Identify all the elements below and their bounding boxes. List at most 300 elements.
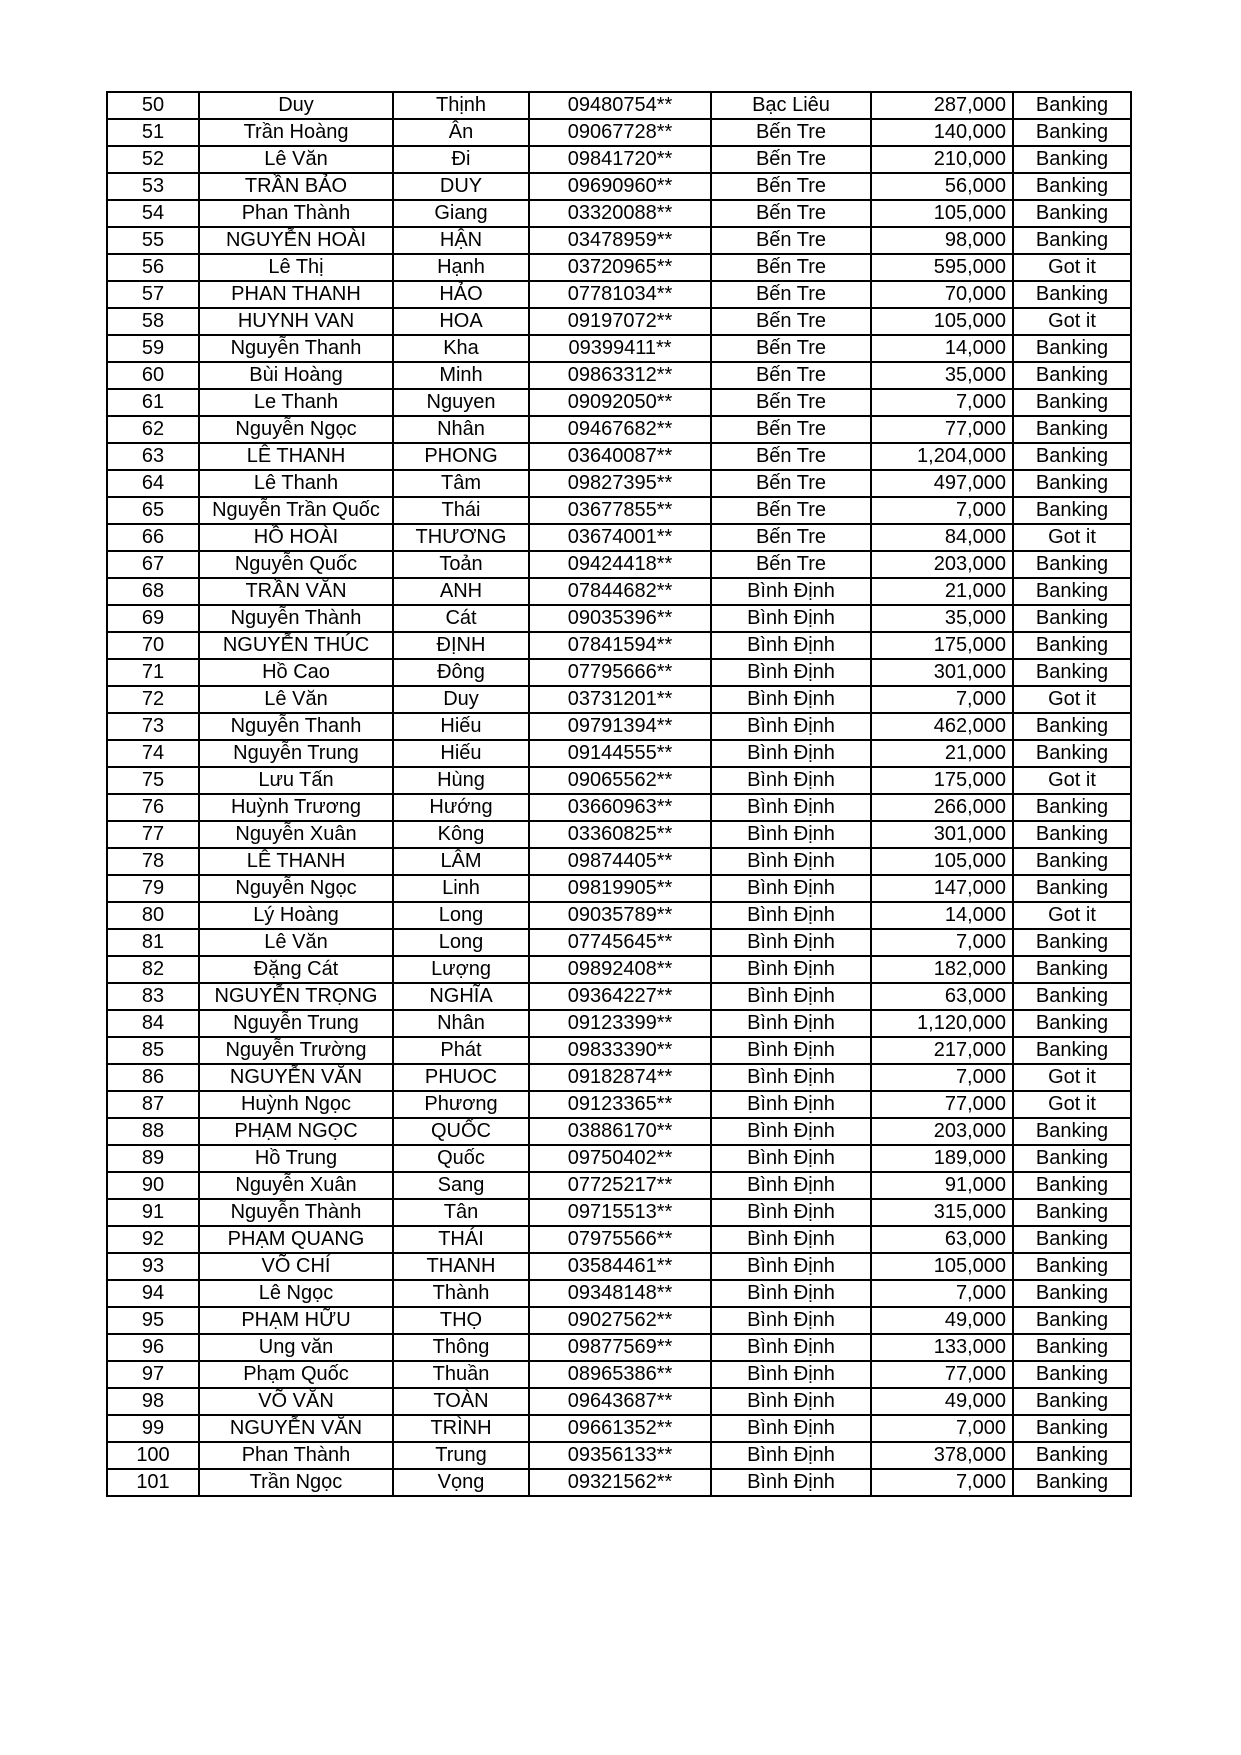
phone-cell: 09424418**: [529, 551, 711, 578]
row-number-cell: 55: [107, 227, 199, 254]
surname-cell: Lê Ngọc: [199, 1280, 393, 1307]
province-cell: Bình Định: [711, 848, 871, 875]
row-number-cell: 67: [107, 551, 199, 578]
amount-cell: 595,000: [871, 254, 1013, 281]
surname-cell: VÕ CHÍ: [199, 1253, 393, 1280]
phone-cell: 03584461**: [529, 1253, 711, 1280]
payment-method-cell: Banking: [1013, 659, 1131, 686]
payment-method-cell: Got it: [1013, 1064, 1131, 1091]
table-row: [107, 119, 1131, 146]
surname-cell: Phạm Quốc: [199, 1361, 393, 1388]
province-cell: Bình Định: [711, 659, 871, 686]
row-number-cell: 54: [107, 200, 199, 227]
surname-cell: Nguyễn Thanh: [199, 335, 393, 362]
surname-cell: Hồ Trung: [199, 1145, 393, 1172]
phone-cell: 07795666**: [529, 659, 711, 686]
phone-cell: 09877569**: [529, 1334, 711, 1361]
given-name-cell: Minh: [393, 362, 529, 389]
given-name-cell: TOÀN: [393, 1388, 529, 1415]
given-name-cell: Quốc: [393, 1145, 529, 1172]
payment-method-cell: Banking: [1013, 92, 1131, 119]
surname-cell: Hồ Cao: [199, 659, 393, 686]
given-name-cell: Nhân: [393, 416, 529, 443]
row-number-cell: 52: [107, 146, 199, 173]
amount-cell: 63,000: [871, 983, 1013, 1010]
amount-cell: 175,000: [871, 632, 1013, 659]
province-cell: Bến Tre: [711, 443, 871, 470]
amount-cell: 7,000: [871, 1280, 1013, 1307]
given-name-cell: Hùng: [393, 767, 529, 794]
payment-method-cell: Banking: [1013, 443, 1131, 470]
given-name-cell: Giang: [393, 200, 529, 227]
payment-method-cell: Banking: [1013, 335, 1131, 362]
row-number-cell: 74: [107, 740, 199, 767]
province-cell: Bến Tre: [711, 416, 871, 443]
row-number-cell: 70: [107, 632, 199, 659]
province-cell: Bình Định: [711, 1469, 871, 1496]
province-cell: Bình Định: [711, 983, 871, 1010]
surname-cell: Huỳnh Trương: [199, 794, 393, 821]
row-number-cell: 64: [107, 470, 199, 497]
given-name-cell: Hiếu: [393, 740, 529, 767]
phone-cell: 09197072**: [529, 308, 711, 335]
province-cell: Bình Định: [711, 1118, 871, 1145]
surname-cell: Nguyễn Thành: [199, 1199, 393, 1226]
surname-cell: Nguyễn Trung: [199, 1010, 393, 1037]
phone-cell: 09690960**: [529, 173, 711, 200]
given-name-cell: Thành: [393, 1280, 529, 1307]
table-row: [107, 1469, 1131, 1496]
amount-cell: 287,000: [871, 92, 1013, 119]
province-cell: Bình Định: [711, 1361, 871, 1388]
table-row: [107, 308, 1131, 335]
surname-cell: VÕ VĂN: [199, 1388, 393, 1415]
amount-cell: 217,000: [871, 1037, 1013, 1064]
amount-cell: 301,000: [871, 659, 1013, 686]
table-row: [107, 1226, 1131, 1253]
row-number-cell: 58: [107, 308, 199, 335]
province-cell: Bình Định: [711, 767, 871, 794]
phone-cell: 09035396**: [529, 605, 711, 632]
given-name-cell: HẬN: [393, 227, 529, 254]
amount-cell: 91,000: [871, 1172, 1013, 1199]
table-row: [107, 902, 1131, 929]
surname-cell: Nguyễn Trung: [199, 740, 393, 767]
table-row: [107, 1415, 1131, 1442]
row-number-cell: 61: [107, 389, 199, 416]
province-cell: Bình Định: [711, 1388, 871, 1415]
amount-cell: 7,000: [871, 686, 1013, 713]
province-cell: Bình Định: [711, 1091, 871, 1118]
given-name-cell: ĐỊNH: [393, 632, 529, 659]
payment-method-cell: Banking: [1013, 146, 1131, 173]
table-row: [107, 1199, 1131, 1226]
province-cell: Bình Định: [711, 902, 871, 929]
phone-cell: 07844682**: [529, 578, 711, 605]
table-row: [107, 929, 1131, 956]
row-number-cell: 75: [107, 767, 199, 794]
surname-cell: Phan Thành: [199, 200, 393, 227]
row-number-cell: 86: [107, 1064, 199, 1091]
amount-cell: 7,000: [871, 1064, 1013, 1091]
province-cell: Bình Định: [711, 821, 871, 848]
phone-cell: 09480754**: [529, 92, 711, 119]
phone-cell: 09467682**: [529, 416, 711, 443]
table-row: [107, 1307, 1131, 1334]
amount-cell: 203,000: [871, 551, 1013, 578]
amount-cell: 189,000: [871, 1145, 1013, 1172]
amount-cell: 105,000: [871, 200, 1013, 227]
province-cell: Bến Tre: [711, 200, 871, 227]
phone-cell: 09092050**: [529, 389, 711, 416]
payment-method-cell: Banking: [1013, 1118, 1131, 1145]
given-name-cell: Long: [393, 929, 529, 956]
province-cell: Bình Định: [711, 1037, 871, 1064]
amount-cell: 63,000: [871, 1226, 1013, 1253]
payment-method-cell: Got it: [1013, 686, 1131, 713]
given-name-cell: THÁI: [393, 1226, 529, 1253]
surname-cell: Lê Văn: [199, 929, 393, 956]
amount-cell: 77,000: [871, 1091, 1013, 1118]
phone-cell: 09399411**: [529, 335, 711, 362]
given-name-cell: NGHĨA: [393, 983, 529, 1010]
province-cell: Bình Định: [711, 1253, 871, 1280]
phone-cell: 09364227**: [529, 983, 711, 1010]
province-cell: Bình Định: [711, 740, 871, 767]
amount-cell: 1,120,000: [871, 1010, 1013, 1037]
province-cell: Bình Định: [711, 1334, 871, 1361]
surname-cell: Lê Văn: [199, 146, 393, 173]
given-name-cell: ANH: [393, 578, 529, 605]
given-name-cell: Kha: [393, 335, 529, 362]
payment-method-cell: Banking: [1013, 1226, 1131, 1253]
table-row: [107, 551, 1131, 578]
province-cell: Bình Định: [711, 632, 871, 659]
row-number-cell: 71: [107, 659, 199, 686]
given-name-cell: Toản: [393, 551, 529, 578]
row-number-cell: 60: [107, 362, 199, 389]
payment-method-cell: Banking: [1013, 281, 1131, 308]
given-name-cell: Thái: [393, 497, 529, 524]
table-row: [107, 983, 1131, 1010]
phone-cell: 09863312**: [529, 362, 711, 389]
given-name-cell: THANH: [393, 1253, 529, 1280]
phone-cell: 03640087**: [529, 443, 711, 470]
row-number-cell: 91: [107, 1199, 199, 1226]
province-cell: Bình Định: [711, 1442, 871, 1469]
row-number-cell: 88: [107, 1118, 199, 1145]
amount-cell: 140,000: [871, 119, 1013, 146]
table-row: [107, 1091, 1131, 1118]
payment-method-cell: Banking: [1013, 1415, 1131, 1442]
phone-cell: 09356133**: [529, 1442, 711, 1469]
table-row: [107, 173, 1131, 200]
payment-method-cell: Banking: [1013, 821, 1131, 848]
payment-method-cell: Banking: [1013, 1037, 1131, 1064]
table-row: [107, 200, 1131, 227]
phone-cell: 09067728**: [529, 119, 711, 146]
phone-cell: 09874405**: [529, 848, 711, 875]
surname-cell: Lê Thị: [199, 254, 393, 281]
phone-cell: 03674001**: [529, 524, 711, 551]
given-name-cell: Nguyen: [393, 389, 529, 416]
surname-cell: Bùi Hoàng: [199, 362, 393, 389]
payment-method-cell: Banking: [1013, 227, 1131, 254]
phone-cell: 09833390**: [529, 1037, 711, 1064]
surname-cell: Nguyễn Trường: [199, 1037, 393, 1064]
amount-cell: 49,000: [871, 1307, 1013, 1334]
province-cell: Bình Định: [711, 1145, 871, 1172]
amount-cell: 77,000: [871, 416, 1013, 443]
amount-cell: 35,000: [871, 605, 1013, 632]
row-number-cell: 90: [107, 1172, 199, 1199]
row-number-cell: 101: [107, 1469, 199, 1496]
phone-cell: 07725217**: [529, 1172, 711, 1199]
payment-method-cell: Got it: [1013, 902, 1131, 929]
amount-cell: 7,000: [871, 1469, 1013, 1496]
row-number-cell: 77: [107, 821, 199, 848]
given-name-cell: Đi: [393, 146, 529, 173]
surname-cell: Lê Văn: [199, 686, 393, 713]
given-name-cell: Long: [393, 902, 529, 929]
given-name-cell: PHONG: [393, 443, 529, 470]
table-row: [107, 470, 1131, 497]
phone-cell: 09123365**: [529, 1091, 711, 1118]
payment-method-cell: Banking: [1013, 983, 1131, 1010]
given-name-cell: Phương: [393, 1091, 529, 1118]
phone-cell: 09819905**: [529, 875, 711, 902]
phone-cell: 09643687**: [529, 1388, 711, 1415]
amount-cell: 14,000: [871, 335, 1013, 362]
table-row: [107, 875, 1131, 902]
amount-cell: 203,000: [871, 1118, 1013, 1145]
row-number-cell: 95: [107, 1307, 199, 1334]
amount-cell: 147,000: [871, 875, 1013, 902]
amount-cell: 378,000: [871, 1442, 1013, 1469]
amount-cell: 7,000: [871, 1415, 1013, 1442]
surname-cell: PHẠM NGỌC: [199, 1118, 393, 1145]
surname-cell: Nguyễn Thanh: [199, 713, 393, 740]
payment-method-cell: Banking: [1013, 956, 1131, 983]
amount-cell: 105,000: [871, 848, 1013, 875]
amount-cell: 7,000: [871, 929, 1013, 956]
table-row: [107, 1145, 1131, 1172]
amount-cell: 182,000: [871, 956, 1013, 983]
table-row: [107, 1361, 1131, 1388]
amount-cell: 35,000: [871, 362, 1013, 389]
payment-method-cell: Banking: [1013, 1361, 1131, 1388]
table-row: [107, 281, 1131, 308]
phone-cell: 09123399**: [529, 1010, 711, 1037]
row-number-cell: 68: [107, 578, 199, 605]
amount-cell: 175,000: [871, 767, 1013, 794]
table-row: [107, 1280, 1131, 1307]
payment-method-cell: Banking: [1013, 875, 1131, 902]
surname-cell: Le Thanh: [199, 389, 393, 416]
amount-cell: 77,000: [871, 1361, 1013, 1388]
given-name-cell: HOA: [393, 308, 529, 335]
row-number-cell: 92: [107, 1226, 199, 1253]
payment-method-cell: Banking: [1013, 362, 1131, 389]
payment-method-cell: Banking: [1013, 119, 1131, 146]
province-cell: Bình Định: [711, 1307, 871, 1334]
row-number-cell: 57: [107, 281, 199, 308]
row-number-cell: 97: [107, 1361, 199, 1388]
surname-cell: Trần Hoàng: [199, 119, 393, 146]
payment-method-cell: Banking: [1013, 1307, 1131, 1334]
province-cell: Bến Tre: [711, 335, 871, 362]
amount-cell: 133,000: [871, 1334, 1013, 1361]
payment-method-cell: Got it: [1013, 254, 1131, 281]
phone-cell: 03478959**: [529, 227, 711, 254]
surname-cell: Nguyễn Trần Quốc: [199, 497, 393, 524]
row-number-cell: 81: [107, 929, 199, 956]
given-name-cell: PHUOC: [393, 1064, 529, 1091]
given-name-cell: Phát: [393, 1037, 529, 1064]
table-row: [107, 956, 1131, 983]
province-cell: Bình Định: [711, 605, 871, 632]
surname-cell: Nguyễn Thành: [199, 605, 393, 632]
payment-method-cell: Got it: [1013, 1091, 1131, 1118]
phone-cell: 09827395**: [529, 470, 711, 497]
table-row: [107, 578, 1131, 605]
province-cell: Bình Định: [711, 1064, 871, 1091]
payment-method-cell: Banking: [1013, 605, 1131, 632]
table-row: [107, 92, 1131, 119]
province-cell: Bến Tre: [711, 497, 871, 524]
given-name-cell: Thuần: [393, 1361, 529, 1388]
given-name-cell: Hướng: [393, 794, 529, 821]
row-number-cell: 99: [107, 1415, 199, 1442]
amount-cell: 70,000: [871, 281, 1013, 308]
table-row: [107, 848, 1131, 875]
given-name-cell: Đông: [393, 659, 529, 686]
row-number-cell: 66: [107, 524, 199, 551]
table-row: [107, 686, 1131, 713]
amount-cell: 210,000: [871, 146, 1013, 173]
row-number-cell: 94: [107, 1280, 199, 1307]
amount-cell: 14,000: [871, 902, 1013, 929]
given-name-cell: THỌ: [393, 1307, 529, 1334]
row-number-cell: 83: [107, 983, 199, 1010]
table-row: [107, 1172, 1131, 1199]
phone-cell: 09892408**: [529, 956, 711, 983]
phone-cell: 09035789**: [529, 902, 711, 929]
given-name-cell: Lượng: [393, 956, 529, 983]
row-number-cell: 89: [107, 1145, 199, 1172]
phone-cell: 03731201**: [529, 686, 711, 713]
phone-cell: 09661352**: [529, 1415, 711, 1442]
phone-cell: 09841720**: [529, 146, 711, 173]
surname-cell: PHẠM QUANG: [199, 1226, 393, 1253]
phone-cell: 03720965**: [529, 254, 711, 281]
phone-cell: 09144555**: [529, 740, 711, 767]
payment-method-cell: Banking: [1013, 1010, 1131, 1037]
province-cell: Bến Tre: [711, 173, 871, 200]
province-cell: Bình Định: [711, 578, 871, 605]
table-row: [107, 1064, 1131, 1091]
table-row: [107, 1010, 1131, 1037]
table-row: [107, 443, 1131, 470]
province-cell: Bến Tre: [711, 362, 871, 389]
payment-method-cell: Banking: [1013, 200, 1131, 227]
table-row: [107, 632, 1131, 659]
amount-cell: 7,000: [871, 497, 1013, 524]
surname-cell: TRẦN VĂN: [199, 578, 393, 605]
payment-method-cell: Banking: [1013, 848, 1131, 875]
table-row: [107, 335, 1131, 362]
phone-cell: 09348148**: [529, 1280, 711, 1307]
province-cell: Bến Tre: [711, 551, 871, 578]
surname-cell: NGUYỄN THÚC: [199, 632, 393, 659]
province-cell: Bình Định: [711, 1172, 871, 1199]
row-number-cell: 82: [107, 956, 199, 983]
given-name-cell: DUY: [393, 173, 529, 200]
province-cell: Bình Định: [711, 1010, 871, 1037]
phone-cell: 09321562**: [529, 1469, 711, 1496]
table-body: [107, 92, 1131, 1496]
row-number-cell: 53: [107, 173, 199, 200]
surname-cell: LÊ THANH: [199, 848, 393, 875]
province-cell: Bình Định: [711, 713, 871, 740]
province-cell: Bến Tre: [711, 470, 871, 497]
phone-cell: 09715513**: [529, 1199, 711, 1226]
payment-method-cell: Banking: [1013, 578, 1131, 605]
surname-cell: NGUYỄN VĂN: [199, 1064, 393, 1091]
province-cell: Bến Tre: [711, 119, 871, 146]
row-number-cell: 65: [107, 497, 199, 524]
amount-cell: 301,000: [871, 821, 1013, 848]
given-name-cell: Cát: [393, 605, 529, 632]
row-number-cell: 76: [107, 794, 199, 821]
payment-method-cell: Banking: [1013, 497, 1131, 524]
given-name-cell: Trung: [393, 1442, 529, 1469]
surname-cell: Nguyễn Ngọc: [199, 875, 393, 902]
surname-cell: LÊ THANH: [199, 443, 393, 470]
province-cell: Bình Định: [711, 686, 871, 713]
phone-cell: 08965386**: [529, 1361, 711, 1388]
given-name-cell: HẢO: [393, 281, 529, 308]
table-row: [107, 1037, 1131, 1064]
phone-cell: 09750402**: [529, 1145, 711, 1172]
row-number-cell: 50: [107, 92, 199, 119]
table-row: [107, 227, 1131, 254]
surname-cell: PHAN THANH: [199, 281, 393, 308]
payment-method-cell: Banking: [1013, 1280, 1131, 1307]
amount-cell: 49,000: [871, 1388, 1013, 1415]
province-cell: Bình Định: [711, 956, 871, 983]
table-row: [107, 1118, 1131, 1145]
row-number-cell: 87: [107, 1091, 199, 1118]
payment-method-cell: Banking: [1013, 740, 1131, 767]
given-name-cell: LÂM: [393, 848, 529, 875]
given-name-cell: Hạnh: [393, 254, 529, 281]
amount-cell: 266,000: [871, 794, 1013, 821]
row-number-cell: 79: [107, 875, 199, 902]
given-name-cell: Vọng: [393, 1469, 529, 1496]
table-row: [107, 524, 1131, 551]
given-name-cell: Linh: [393, 875, 529, 902]
phone-cell: 03677855**: [529, 497, 711, 524]
payment-method-cell: Banking: [1013, 929, 1131, 956]
payment-method-cell: Banking: [1013, 416, 1131, 443]
province-cell: Bình Định: [711, 1415, 871, 1442]
row-number-cell: 80: [107, 902, 199, 929]
phone-cell: 07975566**: [529, 1226, 711, 1253]
payment-method-cell: Got it: [1013, 524, 1131, 551]
table-row: [107, 389, 1131, 416]
payment-method-cell: Banking: [1013, 794, 1131, 821]
